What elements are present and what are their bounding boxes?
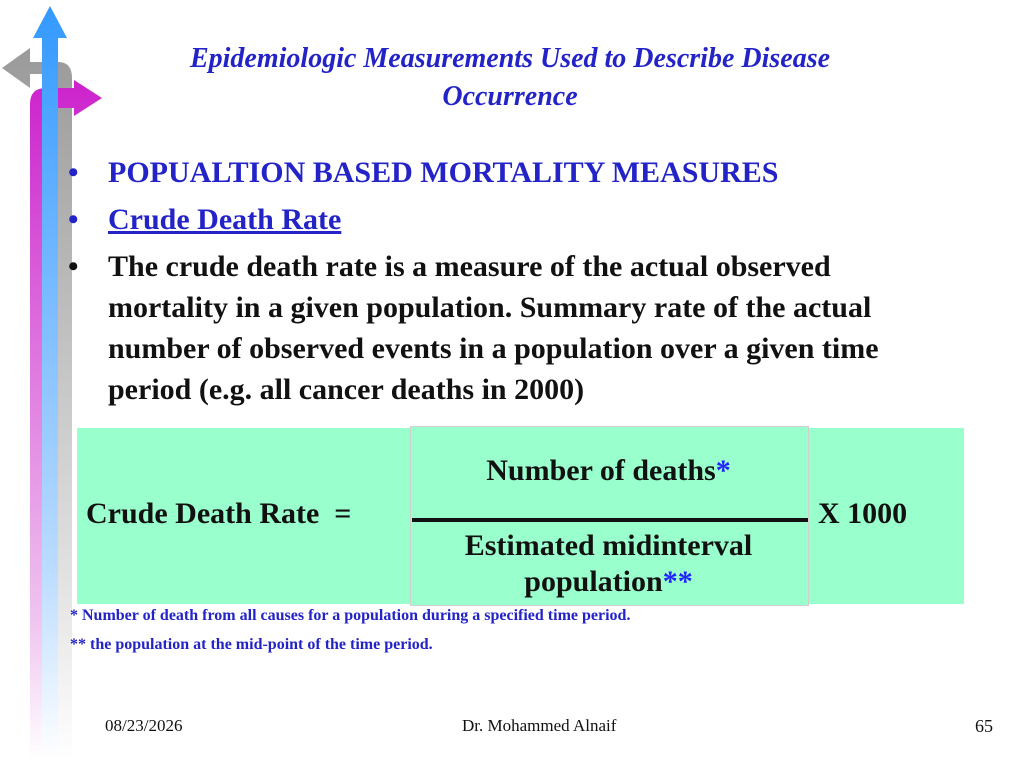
bullet-list [68,152,948,410]
bullet-text: POPUALTION BASED MORTALITY MEASURES [108,156,779,189]
bullet-icon: • [68,156,79,189]
formula-numerator [410,454,807,488]
bullet-icon: • [68,250,79,283]
bullet-item-heading [68,152,948,193]
title-line-1: Epidemiologic Measurements Used to Describe Disease [189,43,831,74]
footnote-1: * Number of death from all causes for a population during a specified time period. [70,607,631,624]
fraction-line [412,518,808,522]
bullet-item-definition [68,246,948,410]
title-line-2: Occurrence [442,81,578,112]
denominator-line-1: Estimated midinterval [464,529,753,562]
formula-multiplier: X 1000 [818,497,908,530]
bullet-link-text[interactable]: Crude Death Rate [108,203,342,236]
numerator-text: Number of deaths [486,454,716,487]
denominator-text: population [524,565,663,598]
footer-date: 08/23/2026 [105,716,183,735]
denominator-footnote-mark: ** [662,565,693,598]
bullet-icon: • [68,203,79,236]
footnote-2: ** the population at the mid-point of the time period. [70,636,433,653]
formula-lhs: Crude Death Rate = [86,497,352,530]
numerator-footnote-mark: * [715,454,731,487]
slide-title [110,40,910,116]
formula-denominator [410,528,807,600]
bullet-text: The crude death rate is a measure of the actual observed mortality in a given population. Summary rate of the actual number of observed events in a population over a given time period (e.g. all cancer deaths in 2000) [108,250,879,406]
bullet-item-crude-death-rate [68,199,948,240]
denominator-line-2 [410,564,807,600]
page-number: 65 [975,716,993,736]
footer-author: Dr. Mohammed Alnaif [462,716,617,735]
